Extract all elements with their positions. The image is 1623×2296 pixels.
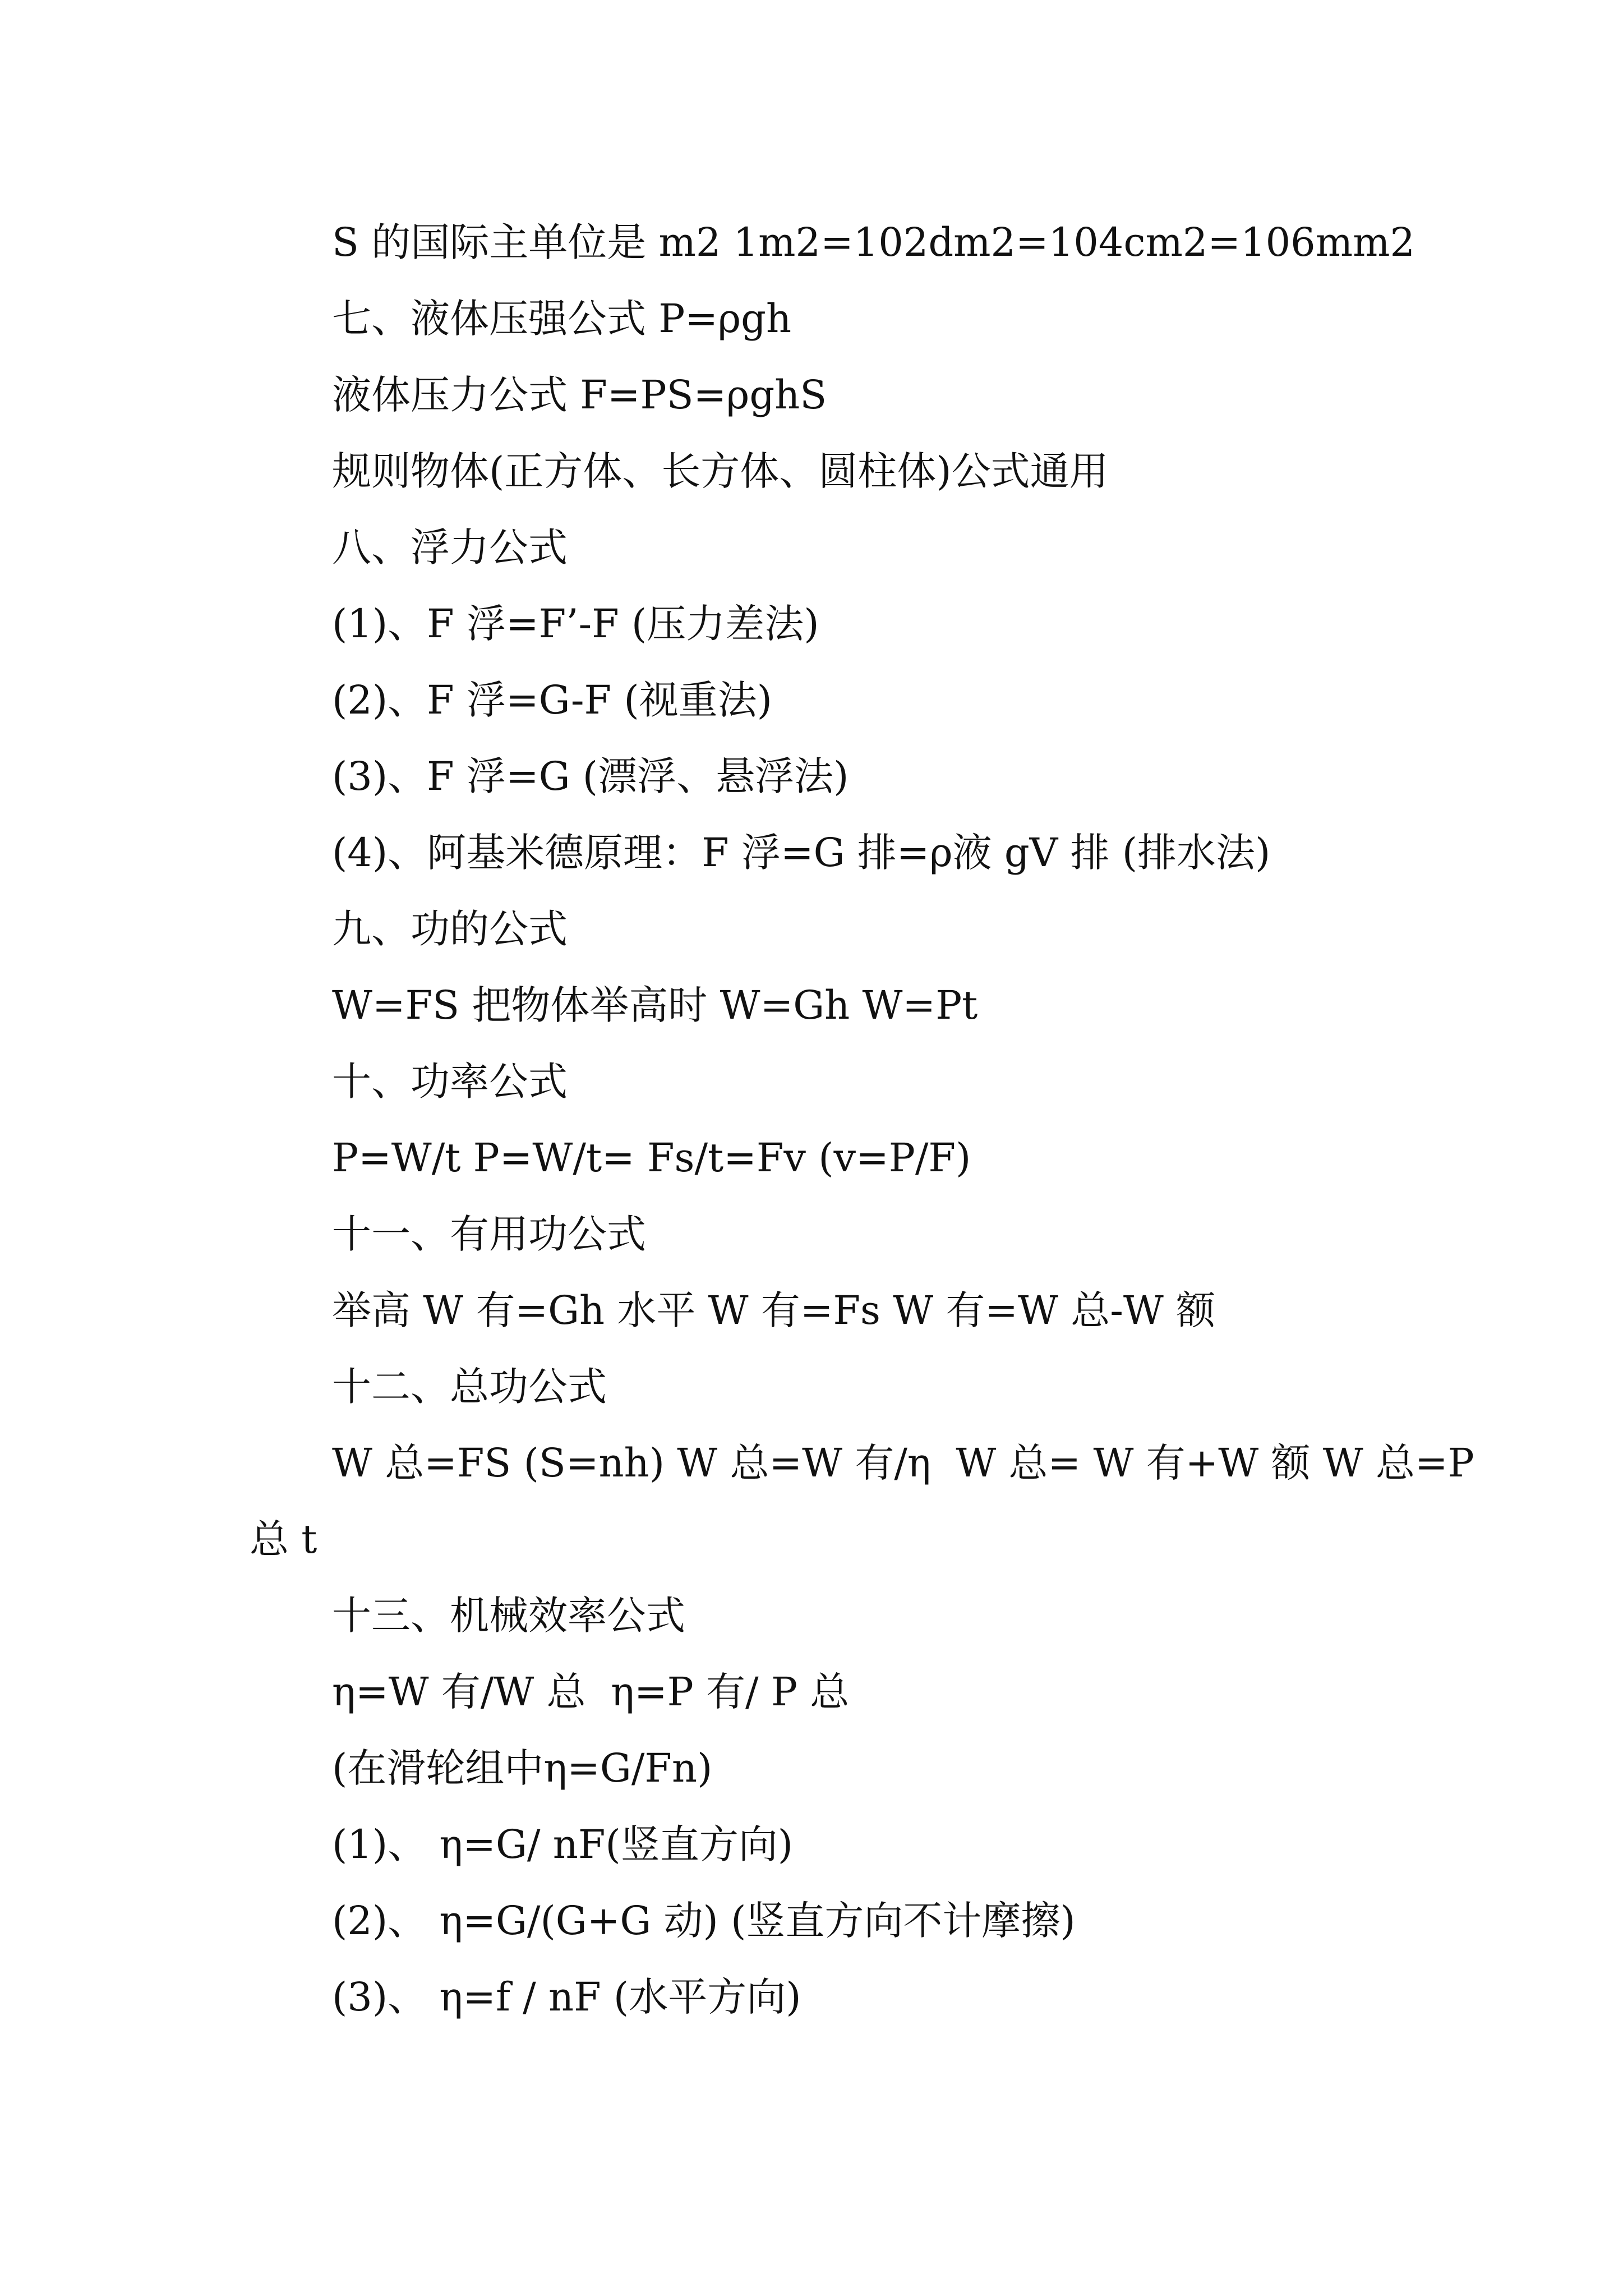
heading-work: 九、功的公式 bbox=[332, 906, 568, 952]
heading-total-work: 十二、总功公式 bbox=[332, 1364, 607, 1410]
text-line-area-unit: S 的国际主单位是 m2 1m2=102dm2=104cm2=106mm2 bbox=[332, 219, 1415, 265]
text-line-buoyancy-1: (1)、F 浮=F’-F (压力差法) bbox=[332, 601, 819, 647]
text-line-buoyancy-4: (4)、阿基米德原理：F 浮=G 排=ρ液 gV 排 (排水法) bbox=[332, 830, 1271, 876]
text-line-efficiency-3: (3)、 η=f / nF (水平方向) bbox=[332, 1974, 801, 2020]
text-line-total-work-continued: 总 t bbox=[250, 1516, 317, 1562]
text-line-total-work: W 总=FS (S=nh) W 总=W 有/η W 总= W 有+W 额 W 总=P bbox=[332, 1440, 1474, 1486]
text-line-buoyancy-3: (3)、F 浮=G (漂浮、悬浮法) bbox=[332, 753, 849, 799]
text-line-pulley: (在滑轮组中η=G/Fn) bbox=[332, 1745, 713, 1791]
text-line-efficiency: η=W 有/W 总 η=P 有/ P 总 bbox=[332, 1669, 850, 1715]
heading-liquid-pressure: 七、液体压强公式 P=ρgh bbox=[332, 296, 792, 342]
heading-power: 十、功率公式 bbox=[332, 1059, 568, 1105]
text-line-regular-objects: 规则物体(正方体、长方体、圆柱体)公式通用 bbox=[332, 448, 1109, 494]
text-line-power: P=W/t P=W/t= Fs/t=Fv (v=P/F) bbox=[332, 1135, 971, 1181]
text-line-efficiency-1: (1)、 η=G/ nF(竖直方向) bbox=[332, 1821, 794, 1867]
heading-efficiency: 十三、机械效率公式 bbox=[332, 1593, 685, 1639]
text-line-efficiency-2: (2)、 η=G/(G+G 动) (竖直方向不计摩擦) bbox=[332, 1898, 1076, 1944]
text-line-work: W=FS 把物体举高时 W=Gh W=Pt bbox=[332, 982, 978, 1028]
heading-buoyancy: 八、浮力公式 bbox=[332, 524, 568, 570]
text-line-buoyancy-2: (2)、F 浮=G-F (视重法) bbox=[332, 677, 772, 723]
text-line-useful-work: 举高 W 有=Gh 水平 W 有=Fs W 有=W 总-W 额 bbox=[332, 1287, 1216, 1333]
text-line-liquid-force: 液体压力公式 F=PS=ρghS bbox=[332, 372, 827, 418]
heading-useful-work: 十一、有用功公式 bbox=[332, 1211, 646, 1257]
